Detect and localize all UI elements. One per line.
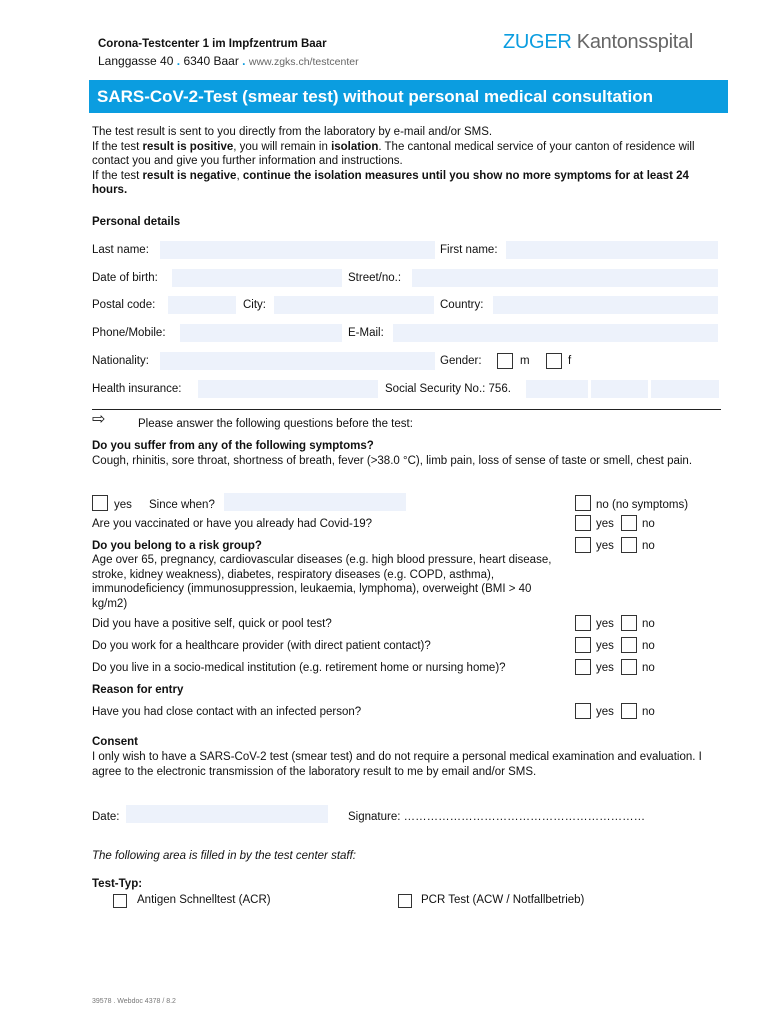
intro-line: The test result is sent to you directly from the laboratory by e-mail and/or SMS. xyxy=(92,126,493,138)
since-when-field[interactable] xyxy=(224,493,406,511)
ssn-field-3[interactable] xyxy=(651,380,719,398)
no-label: no xyxy=(642,540,655,552)
intro-text xyxy=(92,125,722,198)
insurance-field[interactable] xyxy=(198,380,378,398)
gender-label: Gender: xyxy=(440,355,482,367)
risk-yes-checkbox[interactable] xyxy=(575,537,591,553)
institution-yes-checkbox[interactable] xyxy=(575,659,591,675)
testcenter-name: Corona-Testcenter 1 im Impfzentrum Baar xyxy=(98,38,327,50)
insurance-label: Health insurance: xyxy=(92,383,182,395)
street-field[interactable] xyxy=(412,269,718,287)
yes-label: yes xyxy=(596,640,614,652)
date-field[interactable] xyxy=(126,805,328,823)
city-label: City: xyxy=(243,299,266,311)
phone-label: Phone/Mobile: xyxy=(92,327,166,339)
city: 6340 Baar xyxy=(183,54,239,68)
ssn-label: Social Security No.: 756. xyxy=(385,383,511,395)
logo xyxy=(503,31,693,54)
dob-label: Date of birth: xyxy=(92,272,158,284)
nationality-field[interactable] xyxy=(160,352,435,370)
phone-field[interactable] xyxy=(180,324,342,342)
gender-m-label: m xyxy=(520,355,530,367)
city-field[interactable] xyxy=(274,296,434,314)
intro-bold: isolation xyxy=(331,140,379,153)
footer-code: 39578 . Webdoc 4378 / 8.2 xyxy=(92,998,176,1005)
personal-heading: Personal details xyxy=(92,216,181,228)
staff-note: The following area is filled in by the test center staff: xyxy=(92,850,356,862)
intro-text-part: , xyxy=(236,169,243,182)
email-label: E-Mail: xyxy=(348,327,384,339)
yes-label: yes xyxy=(596,706,614,718)
ssn-field-1[interactable] xyxy=(526,380,588,398)
date-label: Date: xyxy=(92,811,120,823)
no-label: no xyxy=(642,618,655,630)
postal-field[interactable] xyxy=(168,296,236,314)
street: Langgasse 40 xyxy=(98,54,174,68)
no-symptoms-checkbox[interactable] xyxy=(575,495,591,511)
address: Langgasse 40 . 6340 Baar . www.zgks.ch/testcenter xyxy=(98,54,359,68)
contact-yes-checkbox[interactable] xyxy=(575,703,591,719)
page-title: SARS-CoV-2-Test (smear test) without personal medical consultation xyxy=(89,80,728,113)
institution-question: Do you live in a socio-medical institution (e.g. retirement home or nursing home)? xyxy=(92,662,506,674)
instruction: Please answer the following questions before the test: xyxy=(138,418,413,430)
symptoms-yes-checkbox[interactable] xyxy=(92,495,108,511)
reason-heading: Reason for entry xyxy=(92,684,184,696)
arrow-right-icon: ⇨ xyxy=(92,411,106,428)
yes-label: yes xyxy=(114,499,132,511)
no-label: no xyxy=(642,662,655,674)
no-label: no xyxy=(642,518,655,530)
nationality-label: Nationality: xyxy=(92,355,149,367)
institution-no-checkbox[interactable] xyxy=(621,659,637,675)
country-label: Country: xyxy=(440,299,484,311)
first-name-label: First name: xyxy=(440,244,498,256)
intro-text-part: . The cantonal medical service of your canton of residence will contact you and give you further information and instructions. xyxy=(92,140,695,167)
positive-no-checkbox[interactable] xyxy=(621,615,637,631)
url: www.zgks.ch/testcenter xyxy=(248,56,359,68)
risk-no-checkbox[interactable] xyxy=(621,537,637,553)
vaccinated-no-checkbox[interactable] xyxy=(621,515,637,531)
vaccinated-yes-checkbox[interactable] xyxy=(575,515,591,531)
positive-yes-checkbox[interactable] xyxy=(575,615,591,631)
postal-label: Postal code: xyxy=(92,299,156,311)
contact-question: Have you had close contact with an infected person? xyxy=(92,706,362,718)
symptoms-list: Cough, rhinitis, sore throat, shortness of breath, fever (>38.0 °C), limb pain, loss of sense of taste or smell, chest pain. xyxy=(92,455,693,467)
risk-question: Do you belong to a risk group? xyxy=(92,540,262,552)
intro-text-part: If the test xyxy=(92,169,143,182)
healthcare-no-checkbox[interactable] xyxy=(621,637,637,653)
no-label: no xyxy=(642,640,655,652)
last-name-field[interactable] xyxy=(160,241,435,259)
intro-text-part: , you will remain in xyxy=(233,140,332,153)
first-name-field[interactable] xyxy=(506,241,718,259)
positive-test-question: Did you have a positive self, quick or pool test? xyxy=(92,618,332,630)
signature-line: Signature: ……………………………………………………… xyxy=(348,811,646,823)
pcr-checkbox[interactable] xyxy=(398,894,412,908)
intro-text-part: If the test xyxy=(92,140,143,153)
healthcare-question: Do you work for a healthcare provider (with direct patient contact)? xyxy=(92,640,431,652)
yes-label: yes xyxy=(596,518,614,530)
symptoms-question: Do you suffer from any of the following symptoms? xyxy=(92,440,374,452)
divider xyxy=(92,409,721,410)
antigen-checkbox[interactable] xyxy=(113,894,127,908)
no-symptoms-label: no (no symptoms) xyxy=(596,499,689,511)
pcr-label: PCR Test (ACW / Notfallbetrieb) xyxy=(421,894,585,906)
vaccinated-question: Are you vaccinated or have you already had Covid-19? xyxy=(92,518,373,530)
logo-part-2: Kantonsspital xyxy=(576,31,693,53)
risk-list: Age over 65, pregnancy, cardiovascular diseases (e.g. high blood pressure, heart disease, stroke, kidney weakness), diabetes, respiratory diseases (e.g. COPD, asthma), immunodeficiency (immunosuppression, leukaemia, lymphoma), overweight (BMI > 40 kg/m2) xyxy=(92,554,552,610)
gender-m-checkbox[interactable] xyxy=(497,353,513,369)
intro-bold: continue the isolation measures until you show no more symptoms for at least 24 hours. xyxy=(92,169,689,196)
intro-bold: result is negative xyxy=(142,169,237,182)
no-label: no xyxy=(642,706,655,718)
yes-label: yes xyxy=(596,662,614,674)
since-when-label: Since when? xyxy=(149,499,215,511)
ssn-field-2[interactable] xyxy=(591,380,648,398)
gender-f-checkbox[interactable] xyxy=(546,353,562,369)
country-field[interactable] xyxy=(493,296,718,314)
gender-f-label: f xyxy=(568,355,572,367)
consent-heading: Consent xyxy=(92,736,138,748)
logo-part-1: ZUGER xyxy=(503,31,572,53)
intro-bold: result is positive xyxy=(142,140,234,153)
healthcare-yes-checkbox[interactable] xyxy=(575,637,591,653)
yes-label: yes xyxy=(596,618,614,630)
contact-no-checkbox[interactable] xyxy=(621,703,637,719)
consent-text: I only wish to have a SARS-CoV-2 test (smear test) and do not require a personal medical examination and evaluation. I agree to the electronic transmission of the laboratory result to me by email and/or SMS. xyxy=(92,751,702,778)
email-field[interactable] xyxy=(393,324,718,342)
test-type-label: Test-Typ: xyxy=(92,878,143,890)
dob-field[interactable] xyxy=(172,269,342,287)
street-label: Street/no.: xyxy=(348,272,402,284)
antigen-label: Antigen Schnelltest (ACR) xyxy=(137,894,271,906)
last-name-label: Last name: xyxy=(92,244,149,256)
yes-label: yes xyxy=(596,540,614,552)
